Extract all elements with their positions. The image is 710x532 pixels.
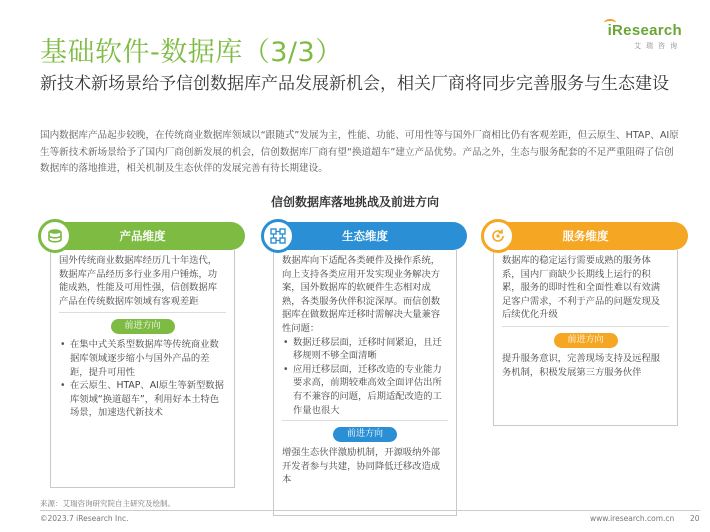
direction-tag: 前进方向 (111, 319, 175, 334)
leaf-icon (604, 19, 616, 27)
source-note: 来源：艾瑞咨询研究院自主研究及绘制。 (40, 499, 175, 508)
ecosystem-dimension-title: 生态维度 (342, 229, 388, 243)
product-dimension-column (40, 222, 245, 488)
page-title: 基础软件-数据库（3/3） (40, 37, 343, 68)
page-number: 20 (690, 514, 700, 523)
intro-paragraph: 国内数据库产品起步较晚，在传统商业数据库领域以“跟随式”发展为主，性能、功能、可用性等与国外厂商相比仍有客观差距，但云原生、HTAP、AI原生等新技术新场景给予了国内厂商创新发展的机会，信创数据库厂商有望“换道超车”建立产品优势。产品之外，生态与服务配套的不足严重阻碍了信创数据库的落地推进，相关机制及生态伙伴的发展完善有待长期建设。 (40, 130, 679, 174)
list-item: • 应用迁移层面，迁移改造的专业能力要求高，前期较难高效全面评估出所有不兼容的问题，后期适配改造的工作量也很大 (282, 363, 448, 417)
divider (502, 326, 669, 327)
product-dimension-desc: 国外传统商业数据库经历几十年迭代，数据库产品经历多行业多用户锤炼，功能成熟，性能及可用性强，信创数据库产品在传统数据库领域有客观差距 (59, 255, 218, 307)
refresh-service-icon (481, 219, 515, 253)
service-dimension-desc: 数据库的稳定运行需要成熟的服务体系，国内厂商缺少长期线上运行的积累，服务的即时性和全面性难以有效满足客户需求，不利于产品的问题发现及后续优化升级 (502, 255, 661, 321)
iresearch-logo (602, 22, 682, 51)
service-dimension-column (483, 222, 688, 426)
product-dimension-title: 产品维度 (119, 229, 166, 243)
ecosystem-dimension-desc: 数据库向下适配各类硬件及操作系统，向上支持各类应用开发实现业务解决方案，国外数据库的软硬件生态相对成熟，各类服务伙伴积淀深厚。而信创数据库在做数据库迁移时需解决大量兼容性问题： (282, 255, 441, 334)
footer-divider (40, 510, 700, 511)
logo-wordmark: iResearch (607, 22, 682, 39)
product-dimension-body (50, 250, 235, 488)
list-item: • 数据迁移层面，迁移时间紧迫，且迁移规则不够全面清晰 (282, 336, 448, 363)
list-item: • 在云原生、HTAP、AI原生等新型数据库领域“换道超车”，利用好本土特色场景，加速迭代新技术 (59, 379, 226, 420)
ecosystem-dimension-body (273, 250, 457, 516)
service-dimension-title: 服务维度 (562, 229, 609, 243)
ecosystem-dimension-header (263, 222, 467, 250)
direction-tag: 前进方向 (333, 427, 397, 442)
list-item: • 在集中式关系型数据库等传统商业数据库领域逐步缩小与国外产品的差距，提升可用性 (59, 338, 226, 379)
ecosystem-dimension-column (263, 222, 467, 516)
product-direction-list (59, 338, 226, 420)
service-dimension-header (483, 222, 688, 250)
service-direction-text: 提升服务意识，完善现场支持及远程服务机制，积极发展第三方服务伙伴 (502, 352, 661, 378)
page-subtitle: 新技术新场景给予信创数据库产品发展新机会，相关厂商将同步完善服务与生态建设 (40, 74, 669, 94)
logo-chinese-text: 艾瑞咨询 (634, 42, 682, 50)
direction-tag: 前进方向 (554, 333, 618, 348)
website-link[interactable]: www.iresearch.com.cn (590, 514, 675, 523)
copyright: ©2023.7 iResearch Inc. (40, 514, 129, 523)
database-icon (38, 219, 72, 253)
product-dimension-header (40, 222, 245, 250)
section-title: 信创数据库落地挑战及前进方向 (270, 195, 439, 209)
ecosystem-direction-text: 增强生态伙伴激励机制，开源吸纳外部开发者参与共建，协同降低迁移改造成本 (282, 447, 441, 486)
divider (59, 312, 226, 313)
network-icon (261, 219, 295, 253)
ecosystem-challenge-list (282, 336, 448, 418)
service-dimension-body (493, 250, 678, 426)
divider (282, 420, 448, 421)
